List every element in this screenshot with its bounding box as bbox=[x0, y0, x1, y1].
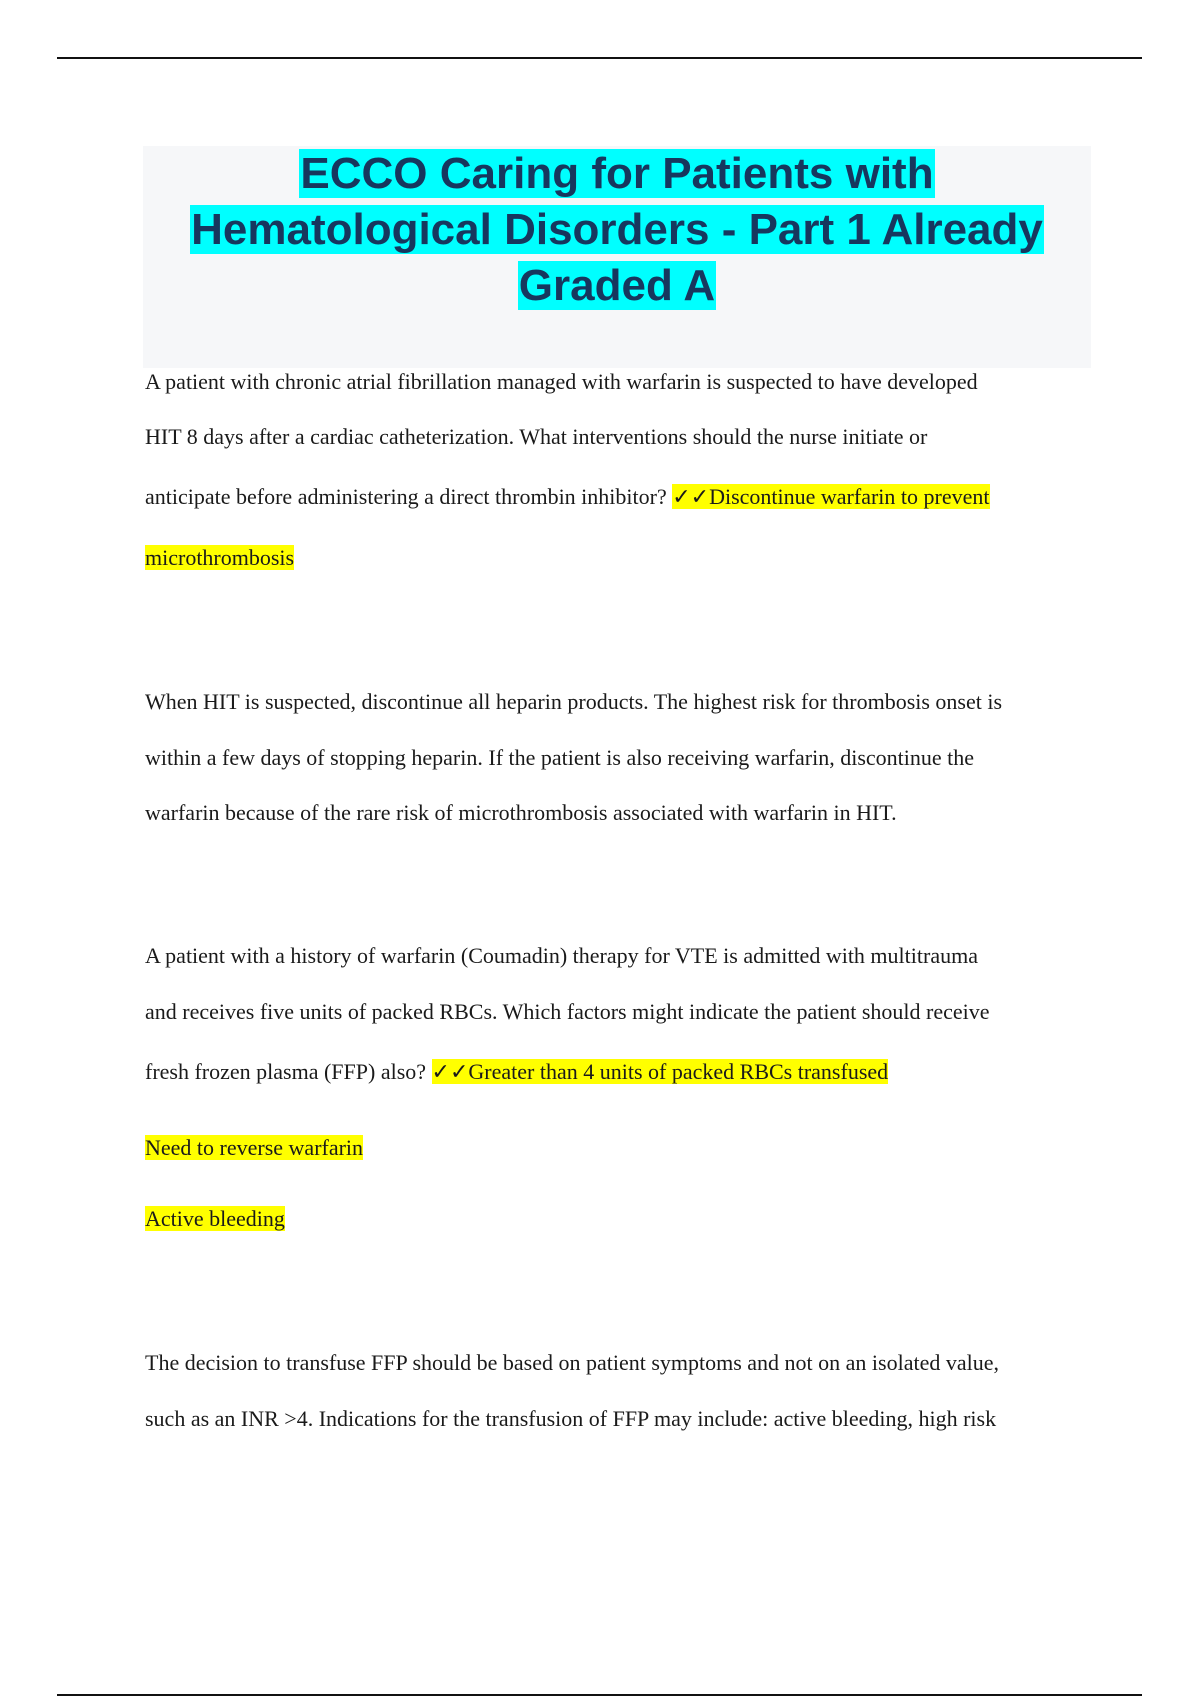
q2-line-2: and receives five units of packed RBCs. Which factors might indicate the patient should receive bbox=[145, 999, 990, 1024]
r2-line-1: The decision to transfuse FFP should be based on patient symptoms and not on an isolated value, bbox=[145, 1350, 1000, 1375]
q1-line-4 bbox=[145, 544, 294, 572]
q2-line-4 bbox=[145, 1134, 363, 1162]
r1-line-1: When HIT is suspected, discontinue all heparin products. The highest risk for thrombosis onset is bbox=[145, 689, 1003, 714]
q1-answer-1: ✓✓Discontinue warfarin to prevent bbox=[672, 484, 990, 509]
q1-line-3 bbox=[145, 483, 990, 511]
r1-line-2: within a few days of stopping heparin. If the patient is also receiving warfarin, discontinue the bbox=[145, 745, 975, 770]
q2-line-1: A patient with a history of warfarin (Coumadin) therapy for VTE is admitted with multitrauma bbox=[145, 943, 978, 968]
title-line-2: Hematological Disorders - Part 1 Already bbox=[191, 205, 1043, 254]
q1-line-2: HIT 8 days after a cardiac catheterization. What interventions should the nurse initiate or bbox=[145, 424, 928, 449]
title-line-1: ECCO Caring for Patients with bbox=[300, 149, 934, 198]
bottom-rule bbox=[57, 1694, 1142, 1696]
title-line-3: Graded A bbox=[518, 261, 716, 310]
document-title bbox=[143, 146, 1091, 314]
q2-question-end: fresh frozen plasma (FFP) also? bbox=[145, 1059, 432, 1084]
r1-line-3: warfarin because of the rare risk of microthrombosis associated with warfarin in HIT. bbox=[145, 800, 897, 825]
q1-question-end: anticipate before administering a direct thrombin inhibitor? bbox=[145, 484, 673, 509]
r2-line-2: such as an INR >4. Indications for the transfusion of FFP may include: active bleeding, high risk bbox=[145, 1406, 997, 1431]
q1-line-1: A patient with chronic atrial fibrillation managed with warfarin is suspected to have developed bbox=[145, 369, 978, 394]
q2-answer-3: Active bleeding bbox=[145, 1206, 285, 1231]
q1-answer-2: microthrombosis bbox=[145, 545, 295, 570]
q2-answer-2: Need to reverse warfarin bbox=[145, 1135, 364, 1160]
title-block bbox=[143, 146, 1091, 368]
q2-line-3 bbox=[145, 1058, 888, 1086]
q2-answer-1: ✓✓Greater than 4 units of packed RBCs transfused bbox=[431, 1059, 889, 1084]
q2-line-5 bbox=[145, 1205, 285, 1233]
top-rule bbox=[57, 57, 1142, 59]
